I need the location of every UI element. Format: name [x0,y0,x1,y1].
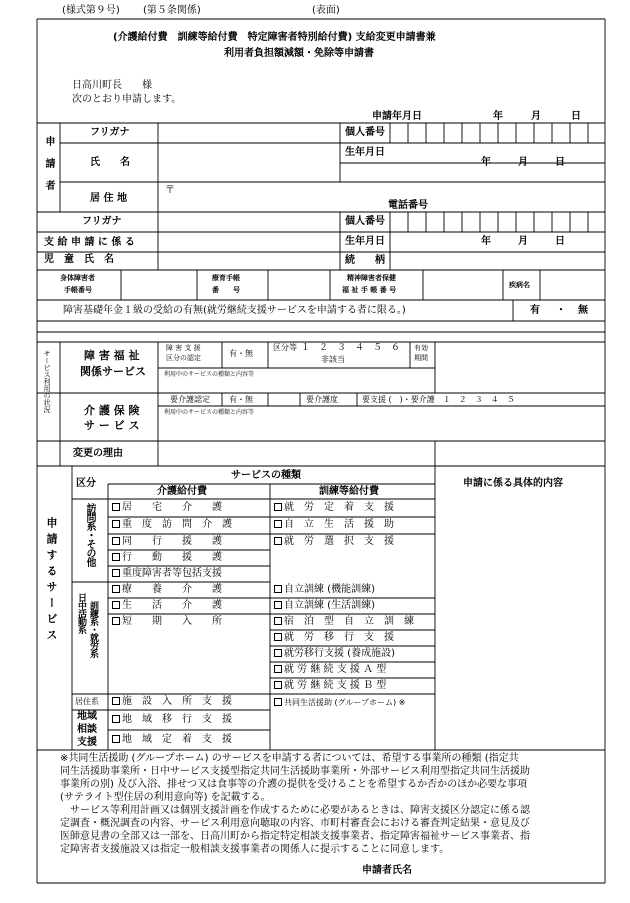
applicant-birth-year: 年 [481,157,491,168]
applicant-birth-month: 月 [518,157,528,168]
intro-text: 次のとおり申請します。 [72,94,182,105]
training-item-label: 就 労 定 着 支 援 [284,502,394,513]
applicant-birth-day: 日 [555,157,565,168]
category-residence: 居住系 [75,697,99,706]
training-item-work-transition-school[interactable] [274,649,395,659]
care-services-in-use-label: 利用中のサービスの種類と内容等 [164,409,255,416]
mental-handbook-label-1: 精神障害者保健 [347,274,396,282]
services-side-label: 申請するサービス [45,517,58,645]
checkbox-icon [274,537,282,545]
applicant-section-label: 申請者 [43,136,54,202]
training-item-function[interactable] [274,585,375,595]
training-item-label: 自 立 生 活 援 助 [284,519,394,530]
detail-header: 申請に係る具体的内容 [463,478,563,489]
form-title-line1: (介護給付費 訓練等給付費 特定障害者特別給付費) 支給変更申請書兼 [113,32,436,43]
applicant-furigana-field[interactable] [160,124,338,142]
certification-label-2: 区分の認定 [166,354,201,362]
training-item-work-selection[interactable] [274,537,394,547]
training-item-label: 就 労 継 続 支 援 Ａ 型 [284,664,387,675]
care-certification-yes-no[interactable]: 有・無 [229,395,253,404]
care-item-label: 短 期 入 所 [122,616,222,627]
child-name-label-1: 支 給 申 請 に 係 る [44,237,135,248]
training-item-label: 共同生活援助 (グループホーム) ※ [284,698,406,707]
note2-line3: 医師意見書の全部又は一部を、日高川町から指定特定相談支援事業者、指定障害福祉サービス事業者、指 [60,831,530,842]
care-item-accompany[interactable] [112,537,222,547]
child-birth-day: 日 [555,236,565,247]
training-item-continuation-b[interactable] [274,681,386,691]
care-item-label: 同 行 援 護 [122,536,222,547]
training-item-label: 就 労 継 続 支 援 Ｂ 型 [284,680,387,691]
child-birth-month: 月 [518,236,528,247]
service-kind-header: サービスの種類 [231,470,301,481]
child-name-field[interactable] [160,213,338,269]
rehab-handbook-label-2: 番 号 [212,286,240,294]
child-relation-label: 続 柄 [345,255,385,266]
applicant-personal-no-label: 個人番号 [345,127,385,138]
applicant-name-label: 氏 名 [90,157,130,168]
care-level-options[interactable]: 要支援 ( )・要介護 １ ２ ３ ４ ５ [362,395,515,404]
training-item-continuation-a[interactable] [274,665,386,675]
physical-handbook-label-1: 身体障害者 [60,274,95,282]
change-reason-field[interactable] [160,442,434,465]
care-insurance-label-2: サ ー ビ ス [84,419,140,432]
child-furigana-label: フリガナ [82,216,122,227]
checkbox-icon [112,697,120,705]
physical-handbook-label-2: 手帳番号 [64,286,92,294]
note1-line1: ※共同生活援助 (グループホーム) のサービスを申請する者については、希望する事業所の種類 (指定共 [60,753,519,764]
valid-period-label-2: 期間 [414,354,428,362]
category-community-3: 支援 [77,737,97,748]
rehab-handbook-label-1: 療育手帳 [212,274,240,282]
training-item-label: 就労移行支援 (養成施設) [284,648,395,659]
not-applicable[interactable]: 非該当 [321,355,345,364]
training-item-independent-living[interactable] [274,520,394,530]
welfare-services-in-use-label: 利用中のサービスの種類と内容等 [164,371,255,378]
checkbox-icon [112,569,120,577]
addressee: 日高川町長 様 [72,80,152,91]
community-item-label: 地 域 定 着 支 援 [122,734,232,745]
applicant-address-label: 居 住 地 [90,193,127,204]
training-item-label: 自立訓練 (機能訓練) [284,584,375,595]
checkbox-icon [274,665,282,673]
care-item-label: 重 度 訪 問 介 護 [122,519,232,530]
note1-line2: 同生活援助事業所・日中サービス支援型指定共同生活援助事業所・外部サービス利用型指定共同生活援助 [60,766,530,777]
child-personal-no-label: 個人番号 [345,216,385,227]
class-label: 区分等 [273,343,297,352]
training-item-label: 就 労 移 行 支 援 [284,632,394,643]
pension-question: 障害基礎年金１級の受給の有無(就労継続支援サービスを申請する者に限る。) [63,305,406,316]
form-number: (様式第９号) [62,5,120,16]
certification-label-1: 障 害 支 援 [166,344,201,352]
residence-item-facility[interactable] [112,697,232,707]
application-date-label: 申請年月日 [372,111,422,122]
pension-no[interactable]: 無 [578,305,588,316]
checkbox-icon [112,601,120,609]
category-community-1: 地域 [77,711,97,722]
child-birth-label: 生年月日 [345,236,385,247]
training-item-label: 宿 泊 型 自 立 訓 練 [284,616,414,627]
checkbox-icon [274,633,282,641]
applicant-name-field[interactable] [160,144,338,181]
applicant-furigana-label: フリガナ [90,127,130,138]
welfare-services-in-use-field[interactable] [160,380,600,392]
care-benefit-header: 介護給付費 [157,486,207,497]
applicant-address-field[interactable] [160,183,600,211]
care-item-medical[interactable] [112,585,222,595]
welfare-label-2: 関係サービス [80,365,146,378]
mental-handbook-label-2: 福 祉 手 帳 番 号 [342,286,397,294]
applicant-birth-label: 生年月日 [345,147,385,158]
checkbox-icon [274,601,282,609]
care-item-daily-life[interactable] [112,601,222,611]
application-date-year-unit: 年 [493,111,503,122]
note1-line3: 事業所の別) 及び入浴、排せつ又は食事等の介護の提供を受けることを希望するか否かのほか必要な事項 [60,779,528,790]
checkbox-icon [274,649,282,657]
care-item-home-care[interactable] [112,503,222,513]
division-header: 区分 [76,478,96,489]
community-item-transition[interactable] [112,715,232,725]
checkbox-icon [112,503,120,511]
signature-field[interactable] [420,862,600,880]
care-item-comprehensive[interactable] [112,569,222,579]
care-item-label: 療 養 介 護 [122,584,222,595]
change-reason-label: 変更の理由 [73,448,123,459]
care-item-label: 重度障害者等包括支援 [122,568,222,579]
checkbox-icon [274,585,282,593]
checkbox-icon [112,520,120,528]
checkbox-icon [112,617,120,625]
applicant-personal-no-field[interactable] [391,124,604,142]
pension-yes[interactable]: 有 [530,305,540,316]
care-item-label: 行 動 援 護 [122,552,222,563]
application-date-month-unit: 月 [531,111,541,122]
certification-yes-no[interactable]: 有・無 [229,349,253,358]
care-level-label: 要介護度 [306,395,338,404]
child-birth-year: 年 [481,236,491,247]
training-item-life[interactable] [274,601,375,611]
class-options[interactable]: １ ２ ３ ４ ５ ６ [301,343,401,353]
care-item-label: 生 活 介 護 [122,600,222,611]
signature-label: 申請者氏名 [362,865,412,876]
care-item-short-stay[interactable] [112,617,222,627]
pension-separator: ・ [556,305,566,316]
care-services-in-use-field[interactable] [160,418,600,440]
training-item-group-home[interactable] [274,698,405,707]
postal-mark: 〒 [165,185,175,196]
care-insurance-label-1: 介 護 保 険 [84,404,140,417]
checkbox-icon [112,553,120,561]
child-name-label-2: 児 童 氏 名 [44,254,114,265]
checkbox-icon [274,520,282,528]
category-training-work: 訓練系・就労系 [88,601,98,657]
note2-line4: 定障害者支援施設又は指定一般相談支援事業者の関係人に提示することに同意します。 [60,844,450,855]
training-item-lodging[interactable] [274,617,414,627]
article-reference: (第５条関係) [143,5,201,16]
training-item-label: 自立訓練 (生活訓練) [284,600,375,611]
front-side-label: (表面) [312,5,340,16]
checkbox-icon [112,715,120,723]
checkbox-icon [274,698,282,706]
training-benefit-header: 訓練等給付費 [319,486,379,497]
note2-line2: 定調査・概況調査の内容、サービス利用意向聴取の内容、市町村審査会における審査判定結果・意見及び [60,818,530,829]
care-item-label: 居 宅 介 護 [122,502,222,513]
checkbox-icon [112,585,120,593]
note1-line4: (サテライト型住居の利用意向等) を記載する。 [60,792,271,803]
application-date-day-unit: 日 [571,111,581,122]
care-item-severe-visit[interactable] [112,520,232,530]
community-item-settle[interactable] [112,735,232,745]
checkbox-icon [274,681,282,689]
service-detail-field[interactable] [437,500,603,748]
valid-period-field[interactable] [437,343,603,367]
residence-item-label: 施 設 入 所 支 援 [122,696,232,707]
training-item-label: 就 労 選 択 支 援 [284,536,394,547]
training-item-work-transition[interactable] [274,633,394,643]
note2-line1: サービス等利用計画又は個別支援計画を作成するために必要があるときは、障害支援区分認定に係る認 [60,805,530,816]
checkbox-icon [112,735,120,743]
valid-period-label-1: 有効 [414,344,428,352]
category-day-activity: 日中活動系 [76,593,86,633]
category-community-2: 相談 [77,724,97,735]
application-date-year-field[interactable] [432,108,484,122]
welfare-label-1: 障 害 福 祉 [84,349,140,362]
disease-label: 疾病名 [509,281,530,289]
checkbox-icon [274,503,282,511]
training-item-work-settle[interactable] [274,503,394,513]
care-item-behavior[interactable] [112,553,222,563]
checkbox-icon [112,537,120,545]
checkbox-icon [274,617,282,625]
care-certification-label: 要介護認定 [170,395,210,404]
usage-side-label: サービス利用の状況 [43,350,51,413]
category-visit: 訪問系・その他 [84,503,95,566]
phone-label: 電話番号 [388,200,428,211]
community-item-label: 地 域 移 行 支 援 [122,714,232,725]
form-title-line2: 利用者負担額減額・免除等申請書 [224,48,374,59]
